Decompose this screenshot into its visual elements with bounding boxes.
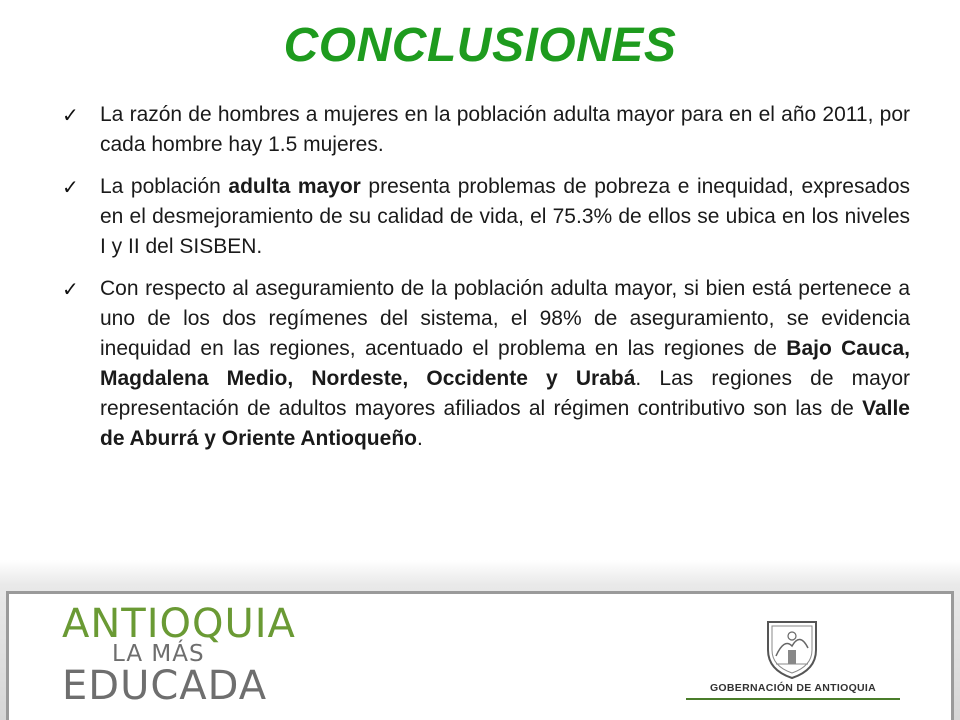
- antioquia-logo-line3: EDUCADA: [62, 663, 268, 709]
- checkmark-icon: ✓: [62, 277, 79, 301]
- bullet-text: Con respecto al aseguramiento de la población adulta mayor, si bien está pertenece a uno de los dos regímenes del sistema, el 98% de aseguramiento, se evidencia inequidad en las regiones, acentuado el problema en las regiones de Bajo Cauca, Magdalena Medio, Nordeste, Occidente y Urabá. Las regiones de mayor representación de adultos mayores afiliados al régimen contributivo son las de Valle de Aburrá y Oriente Antioqueño.: [100, 277, 911, 450]
- list-item: [60, 100, 910, 160]
- bullet-text: La población adulta mayor presenta problemas de pobreza e inequidad, expresados en el desmejoramiento de su calidad de vida, el 75.3% de ellos se ubica en los niveles I y II del SISBEN.: [100, 175, 911, 258]
- gobernacion-underline: [686, 698, 900, 700]
- coat-of-arms-icon: [762, 616, 822, 680]
- list-item: [60, 172, 910, 262]
- antioquia-logo-line1: ANTIOQUIA: [62, 601, 296, 647]
- list-item: [60, 274, 910, 454]
- bullet-text: La razón de hombres a mujeres en la población adulta mayor para en el año 2011, por cada hombre hay 1.5 mujeres.: [100, 103, 910, 156]
- checkmark-icon: ✓: [62, 103, 79, 127]
- gobernacion-label: GOBERNACIÓN DE ANTIOQUIA: [709, 682, 877, 694]
- conclusions-list: [60, 100, 910, 466]
- slide-title: CONCLUSIONES: [283, 19, 677, 72]
- antioquia-logo-line2: LA MÁS: [112, 641, 205, 667]
- checkmark-icon: ✓: [62, 175, 79, 199]
